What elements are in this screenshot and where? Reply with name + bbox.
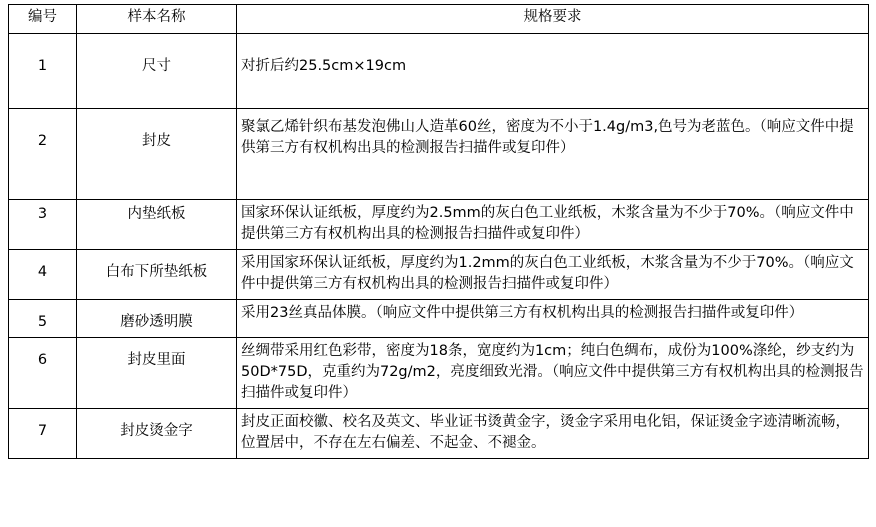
row-specification: 国家环保认证纸板，厚度约为2.5mm的灰白色工业纸板，木浆含量为不少于70%。（响应文件中提供第三方有权机构出具的检测报告扫描件或复印件） (237, 200, 869, 250)
column-header-no: 编号 (9, 5, 77, 34)
document-page (0, 4, 876, 527)
table-row (9, 409, 869, 459)
table-row (9, 250, 869, 300)
row-specification: 聚氯乙烯针织布基发泡佛山人造革60丝，密度为不小于1.4g/m3,色号为老蓝色。（响应文件中提供第三方有权机构出具的检测报告扫描件或复印件） (237, 109, 869, 200)
row-sample-name: 内垫纸板 (77, 200, 237, 250)
row-sample-name: 封皮烫金字 (77, 409, 237, 459)
table-row (9, 300, 869, 338)
row-sample-name: 磨砂透明膜 (77, 300, 237, 338)
column-header-sample-name: 样本名称 (77, 5, 237, 34)
row-sample-name: 尺寸 (77, 34, 237, 109)
row-sample-name: 封皮 (77, 109, 237, 200)
row-no: 6 (9, 338, 77, 409)
row-specification: 采用23丝真品体膜。（响应文件中提供第三方有权机构出具的检测报告扫描件或复印件） (237, 300, 869, 338)
row-sample-name: 封皮里面 (77, 338, 237, 409)
row-no: 5 (9, 300, 77, 338)
row-specification: 封皮正面校徽、校名及英文、毕业证书烫黄金字，烫金字采用电化铝，保证烫金字迹清晰流畅，位置居中，不存在左右偏差、不起金、不褪金。 (237, 409, 869, 459)
table-row (9, 34, 869, 109)
table-row (9, 200, 869, 250)
row-no: 1 (9, 34, 77, 109)
row-no: 4 (9, 250, 77, 300)
row-no: 3 (9, 200, 77, 250)
row-specification: 采用国家环保认证纸板，厚度约为1.2mm的灰白色工业纸板，木浆含量为不少于70%。（响应文件中提供第三方有权机构出具的检测报告扫描件或复印件） (237, 250, 869, 300)
row-specification: 丝绸带采用红色彩带，密度为18条，宽度约为1cm；纯白色绸布，成份为100%涤纶，纱支约为50D*75D，克重约为72g/m2，亮度细致光滑。（响应文件中提供第三方有权机构出具的检测报告扫描件或复印件） (237, 338, 869, 409)
table-header-row (9, 5, 869, 34)
table-row (9, 338, 869, 409)
row-no: 2 (9, 109, 77, 200)
row-sample-name: 白布下所垫纸板 (77, 250, 237, 300)
specification-table (8, 4, 869, 459)
row-specification: 对折后约25.5cm×19cm (237, 34, 869, 109)
table-row (9, 109, 869, 200)
column-header-specification: 规格要求 (237, 5, 869, 34)
row-no: 7 (9, 409, 77, 459)
